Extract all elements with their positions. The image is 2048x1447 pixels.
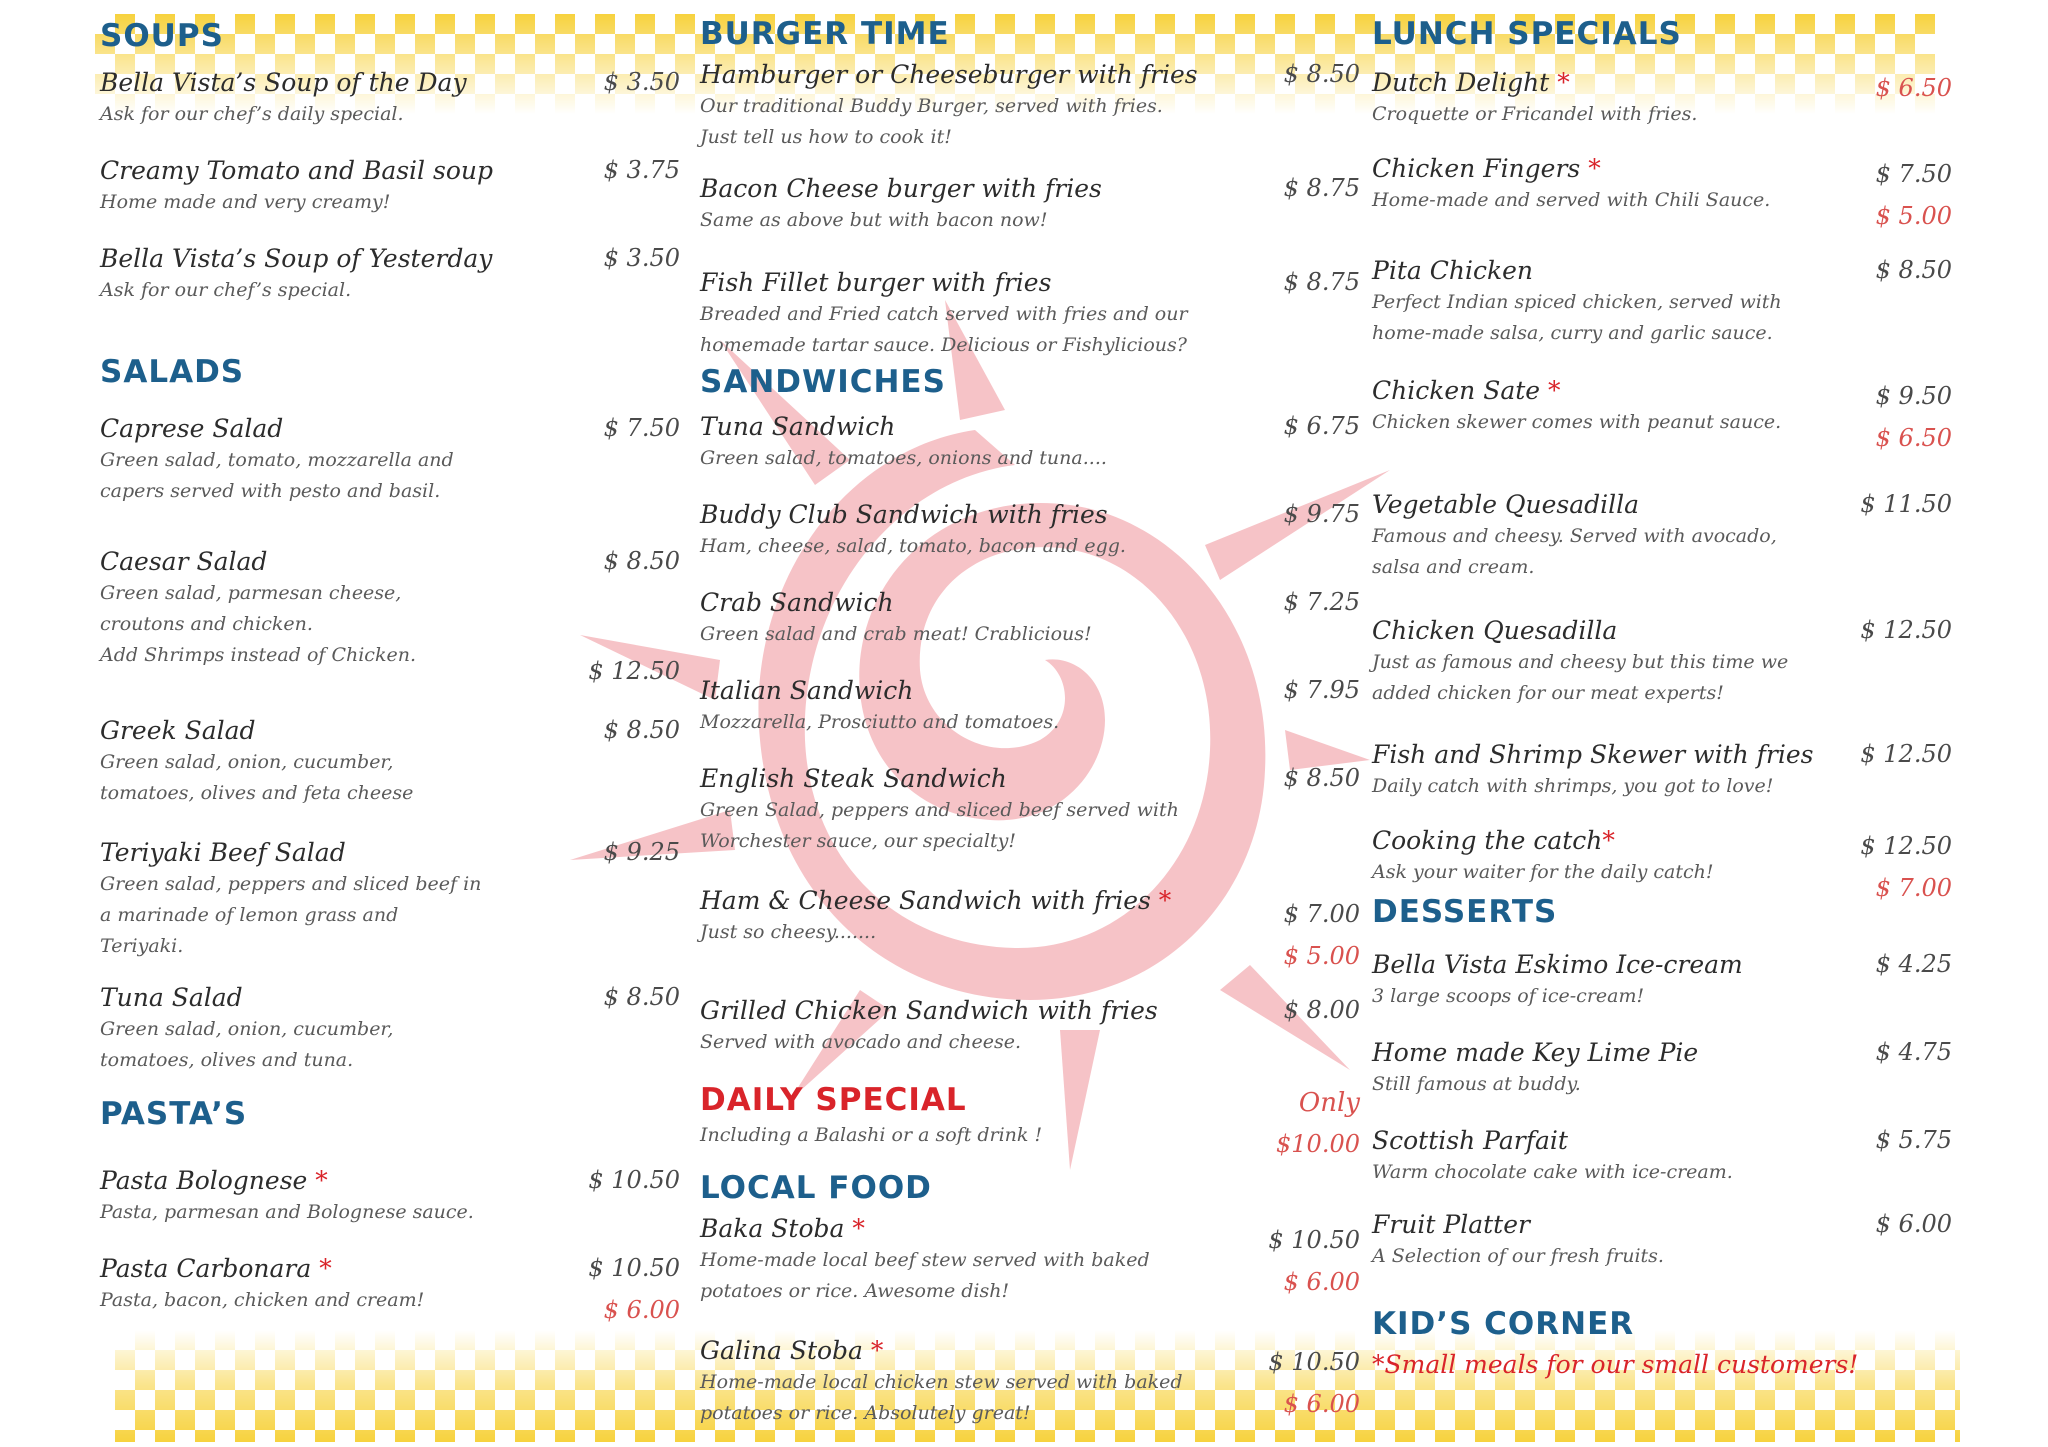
section-title-salads: SALADS xyxy=(100,354,245,390)
item-name: Chicken Sate * xyxy=(1372,376,1561,405)
menu-item xyxy=(100,68,680,130)
item-name: Fish Fillet burger with fries xyxy=(700,268,1052,297)
menu-item xyxy=(100,1166,680,1228)
item-price: $ 9.50 xyxy=(1875,382,1952,410)
item-desc: Ham, cheese, salad, tomato, bacon and egg. xyxy=(700,535,1126,557)
item-desc: Green salad, tomatoes, onions and tuna.... xyxy=(700,447,1107,469)
item-price: $ 5.75 xyxy=(1875,1126,1952,1154)
section-title-lunch-specials: LUNCH SPECIALS xyxy=(1372,16,1682,52)
item-desc: Ask for our chef’s special. xyxy=(100,279,352,301)
item-price: $ 10.50 xyxy=(588,1254,680,1282)
menu-item xyxy=(100,838,680,962)
item-name: Hamburger or Cheeseburger with fries xyxy=(700,60,1198,89)
menu-item xyxy=(1372,1210,1952,1272)
item-price: $ 7.50 xyxy=(1875,160,1952,188)
item-desc: Perfect Indian spiced chicken, served with home-made salsa, curry and garlic sauce. xyxy=(1372,291,1782,344)
kids-star-icon: * xyxy=(315,1166,328,1195)
item-desc: Green salad, tomato, mozzarella and capers served with pesto and basil. xyxy=(100,449,454,502)
kids-star-icon: * xyxy=(870,1336,884,1365)
menu-item xyxy=(1372,1038,1952,1100)
item-desc: Our traditional Buddy Burger, served with fries. Just tell us how to cook it! xyxy=(700,95,1163,148)
kids-star-icon: * xyxy=(1557,68,1570,97)
menu-item xyxy=(1372,154,1952,230)
item-name: Bella Vista’s Soup of Yesterday xyxy=(100,244,493,273)
menu-item xyxy=(700,588,1360,650)
item-desc: 3 large scoops of ice-cream! xyxy=(1372,985,1645,1007)
item-name: Grilled Chicken Sandwich with fries xyxy=(700,996,1158,1025)
item-name: Pasta Bolognese * xyxy=(100,1166,328,1195)
item-price: $ 8.50 xyxy=(603,716,680,744)
item-price: $ 8.50 xyxy=(1283,764,1360,792)
item-kid-price: $ 5.00 xyxy=(1875,202,1952,230)
item-desc: Breaded and Fried catch served with fries and our homemade tartar sauce. Delicious or Fishylicious? xyxy=(700,303,1188,356)
menu-item xyxy=(700,500,1360,562)
menu-item xyxy=(100,244,680,306)
item-extra: Add Shrimps instead of Chicken. xyxy=(100,644,416,666)
kids-star-icon: * xyxy=(1602,826,1615,855)
item-name: Greek Salad xyxy=(100,716,256,745)
item-desc: A Selection of our fresh fruits. xyxy=(1372,1245,1664,1267)
menu-item xyxy=(700,1214,1360,1307)
item-desc: Croquette or Fricandel with fries. xyxy=(1372,103,1698,125)
menu-item xyxy=(700,996,1360,1058)
item-desc: Still famous at buddy. xyxy=(1372,1073,1581,1095)
item-name: Tuna Sandwich xyxy=(700,412,896,441)
item-price: $ 12.50 xyxy=(1860,616,1952,644)
item-desc: Warm chocolate cake with ice-cream. xyxy=(1372,1161,1733,1183)
item-price: $ 8.50 xyxy=(603,547,680,575)
menu-item xyxy=(700,268,1360,361)
item-desc: Pasta, bacon, chicken and cream! xyxy=(100,1289,425,1311)
item-price: $ 6.75 xyxy=(1283,412,1360,440)
item-name: Pasta Carbonara * xyxy=(100,1254,332,1283)
item-price: $ 11.50 xyxy=(1860,490,1952,518)
menu-item xyxy=(700,60,1360,153)
item-name: Pita Chicken xyxy=(1372,256,1533,285)
item-price: $ 7.25 xyxy=(1283,588,1360,616)
menu-item xyxy=(700,886,1360,970)
item-desc: Green salad, parmesan cheese, croutons and chicken. Add Shrimps instead of Chicken. xyxy=(100,578,680,671)
item-price: $ 10.50 xyxy=(1268,1348,1360,1376)
menu-item xyxy=(100,156,680,218)
item-price: $ 3.50 xyxy=(603,68,680,96)
item-price: $ 12.50 xyxy=(1860,832,1952,860)
item-name: Buddy Club Sandwich with fries xyxy=(700,500,1108,529)
item-price: $ 6.00 xyxy=(1875,1210,1952,1238)
menu-item xyxy=(100,716,680,809)
item-desc: Green Salad, peppers and sliced beef served with Worchester sauce, our specialty! xyxy=(700,799,1179,852)
item-price: $ 6.50 xyxy=(1875,74,1952,102)
item-name: Creamy Tomato and Basil soup xyxy=(100,156,493,185)
menu-item xyxy=(1372,376,1952,452)
item-price: $ 3.75 xyxy=(603,156,680,184)
menu-item xyxy=(700,1336,1360,1429)
item-name: Galina Stoba * xyxy=(700,1336,884,1365)
item-desc: Daily catch with shrimps, you got to love! xyxy=(1372,775,1774,797)
menu-item xyxy=(700,412,1360,474)
item-desc: Just as famous and cheesy but this time we added chicken for our meat experts! xyxy=(1372,651,1789,704)
item-desc: Famous and cheesy. Served with avocado, salsa and cream. xyxy=(1372,525,1777,578)
item-name: Tuna Salad xyxy=(100,983,243,1012)
section-title-sandwiches: SANDWICHES xyxy=(700,364,946,400)
item-desc: Green salad, onion, cucumber, tomatoes, olives and feta cheese xyxy=(100,751,414,804)
item-desc: Green salad, onion, cucumber, tomatoes, olives and tuna. xyxy=(100,1018,394,1071)
item-desc: Ask your waiter for the daily catch! xyxy=(1372,861,1714,883)
section-title-pastas: PASTA’S xyxy=(100,1096,248,1132)
item-desc: Chicken skewer comes with peanut sauce. xyxy=(1372,411,1782,433)
item-price: $ 7.00 xyxy=(1283,900,1360,928)
daily-special-desc: Including a Balashi or a soft drink ! xyxy=(700,1124,1043,1146)
item-price: $ 8.50 xyxy=(603,983,680,1011)
item-kid-price: $ 6.00 xyxy=(1283,1268,1360,1296)
section-title-kids-corner: KID’S CORNER xyxy=(1372,1306,1635,1342)
item-name: Teriyaki Beef Salad xyxy=(100,838,346,867)
item-price: $ 3.50 xyxy=(603,244,680,272)
menu-item xyxy=(1372,490,1952,583)
item-name: Scottish Parfait xyxy=(1372,1126,1568,1155)
item-name: Bella Vista’s Soup of the Day xyxy=(100,68,467,97)
item-name: Crab Sandwich xyxy=(700,588,894,617)
item-desc: Mozzarella, Prosciutto and tomatoes. xyxy=(700,711,1060,733)
item-price: $ 10.50 xyxy=(588,1166,680,1194)
item-name: Dutch Delight * xyxy=(1372,68,1570,97)
item-name: Cooking the catch* xyxy=(1372,826,1615,855)
menu-item xyxy=(1372,826,1952,902)
item-desc: Green salad, peppers and sliced beef in a marinade of lemon grass and Teriyaki. xyxy=(100,873,482,957)
menu-item xyxy=(100,1254,680,1324)
item-price: $ 8.50 xyxy=(1283,60,1360,88)
item-kid-price: $ 6.00 xyxy=(603,1296,680,1324)
item-desc: Home-made and served with Chili Sauce. xyxy=(1372,189,1771,211)
item-name: Baka Stoba * xyxy=(700,1214,865,1243)
item-price: $ 8.50 xyxy=(1875,256,1952,284)
item-price: $ 4.75 xyxy=(1875,1038,1952,1066)
section-title-burgers: BURGER TIME xyxy=(700,16,950,52)
item-kid-price: $ 6.00 xyxy=(1283,1390,1360,1418)
item-name: Caesar Salad xyxy=(100,547,268,576)
item-price: $ 7.50 xyxy=(603,414,680,442)
item-price: $ 12.50 xyxy=(1860,740,1952,768)
item-price: $ 9.75 xyxy=(1283,500,1360,528)
daily-special-price: $10.00 xyxy=(1276,1130,1360,1158)
item-name: Vegetable Quesadilla xyxy=(1372,490,1640,519)
item-desc: Same as above but with bacon now! xyxy=(700,209,1048,231)
menu-item xyxy=(1372,740,1952,802)
section-title-desserts: DESSERTS xyxy=(1372,894,1558,930)
item-price: $ 9.25 xyxy=(603,838,680,866)
item-kid-price: $ 6.50 xyxy=(1875,424,1952,452)
item-price: $ 7.95 xyxy=(1283,676,1360,704)
item-desc: Ask for our chef’s daily special. xyxy=(100,103,404,125)
menu-item xyxy=(100,547,680,685)
section-title-local-food: LOCAL FOOD xyxy=(700,1170,932,1206)
menu-item xyxy=(700,764,1360,857)
menu-item xyxy=(1372,616,1952,709)
menu-item xyxy=(700,676,1360,738)
menu-item xyxy=(100,983,680,1076)
item-desc: Pasta, parmesan and Bolognese sauce. xyxy=(100,1201,474,1223)
menu-item xyxy=(1372,950,1952,1012)
menu-item xyxy=(1372,68,1952,130)
item-name: Caprese Salad xyxy=(100,414,284,443)
item-price: $ 4.25 xyxy=(1875,950,1952,978)
kids-star-icon: * xyxy=(1158,886,1172,915)
kids-note: *Small meals for our small customers! xyxy=(1372,1350,1859,1379)
item-extra-price: $ 12.50 xyxy=(588,657,680,685)
item-name: Chicken Fingers * xyxy=(1372,154,1601,183)
item-desc: Green salad and crab meat! Crablicious! xyxy=(700,623,1092,645)
kids-star-icon: * xyxy=(1548,376,1561,405)
item-name: Bella Vista Eskimo Ice-cream xyxy=(1372,950,1743,979)
item-kid-price: $ 5.00 xyxy=(1283,942,1360,970)
item-desc: Just so cheesy....... xyxy=(700,921,877,943)
item-name: Italian Sandwich xyxy=(700,676,914,705)
item-price: $ 8.00 xyxy=(1283,996,1360,1024)
menu-item xyxy=(100,414,680,507)
section-title-soups: SOUPS xyxy=(100,18,224,54)
item-kid-price: $ 7.00 xyxy=(1875,874,1952,902)
menu-item xyxy=(1372,1126,1952,1188)
daily-special-only: Only xyxy=(1298,1088,1360,1118)
item-desc: Home-made local chicken stew served with baked potatoes or rice. Absolutely great! xyxy=(700,1371,1183,1424)
item-price: $ 8.75 xyxy=(1283,174,1360,202)
item-name: Chicken Quesadilla xyxy=(1372,616,1618,645)
menu-item xyxy=(1372,256,1952,349)
kids-star-icon: * xyxy=(852,1214,865,1243)
section-title-daily-special: DAILY SPECIAL xyxy=(700,1082,967,1118)
item-price: $ 8.75 xyxy=(1283,268,1360,296)
item-desc: Home made and very creamy! xyxy=(100,191,391,213)
item-name: Bacon Cheese burger with fries xyxy=(700,174,1102,203)
item-name: English Steak Sandwich xyxy=(700,764,1007,793)
item-name: Ham & Cheese Sandwich with fries * xyxy=(700,886,1172,915)
item-desc: Home-made local beef stew served with baked potatoes or rice. Awesome dish! xyxy=(700,1249,1150,1302)
item-name: Fish and Shrimp Skewer with fries xyxy=(1372,740,1814,769)
kids-star-icon: * xyxy=(1588,154,1601,183)
item-name: Fruit Platter xyxy=(1372,1210,1530,1239)
menu-item xyxy=(700,174,1360,236)
kids-star-icon: * xyxy=(319,1254,332,1283)
item-name: Home made Key Lime Pie xyxy=(1372,1038,1699,1067)
item-price: $ 10.50 xyxy=(1268,1226,1360,1254)
item-desc: Served with avocado and cheese. xyxy=(700,1031,1022,1053)
